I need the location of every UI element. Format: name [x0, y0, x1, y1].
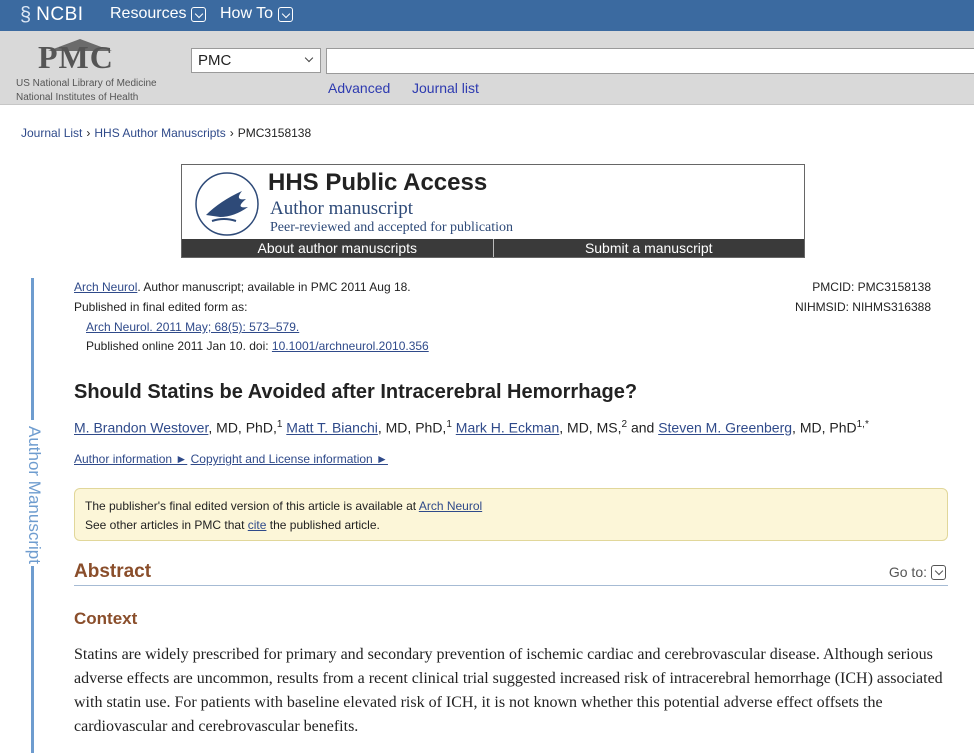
author-affiliation-sup: 1 — [446, 419, 452, 430]
nlm-label: US National Library of Medicine — [16, 78, 157, 89]
chevron-down-icon — [191, 7, 206, 22]
rail-line-bottom — [31, 566, 34, 753]
author-degree: , MD, MS, — [559, 419, 622, 436]
context-paragraph: Statins are widely prescribed for primary and secondary prevention of ischemic cardiac and cerebrovascular disease. Although serious adverse effects are uncommon, results from a recent clinical trial suggested increased risk of intracerebral hemorrhage (ICH) associated with statin use. For patients with baseline elevated risk of ICH, it is not known whether this potential adverse effect offsets the cardiovascular and cerebrovascular benefits. — [74, 646, 943, 735]
banner-link-bar — [182, 239, 804, 257]
journal-list-link[interactable]: Journal list — [412, 80, 479, 96]
author-affiliation-sup: 1 — [276, 419, 283, 430]
database-select-value: PMC — [198, 52, 232, 69]
author-affiliation-sup: 2 — [621, 419, 628, 430]
pmc-logo-word: PMC — [38, 39, 114, 75]
author-affiliation-sup: 1,* — [856, 419, 869, 430]
nih-label: National Institutes of Health — [16, 92, 139, 103]
citation-availability: . Author manuscript; available in PMC 2011 Aug 18. — [137, 280, 411, 294]
author-degree: , MD, PhD, — [377, 419, 447, 436]
author-link[interactable]: Mark H. Eckman — [455, 419, 560, 436]
online-publication — [86, 339, 429, 353]
final-form-label: Published in final edited form as: — [74, 300, 248, 314]
breadcrumb-separator: › — [86, 126, 91, 140]
howto-menu[interactable] — [220, 5, 293, 23]
online-publication-text: Published online 2011 Jan 10. doi: — [86, 339, 272, 353]
advanced-search-link[interactable]: Advanced — [328, 80, 391, 96]
copyright-license-toggle[interactable]: Copyright and License information ► — [190, 452, 388, 466]
dna-helix-icon: § — [20, 4, 32, 26]
goto-label: Go to: — [888, 564, 927, 580]
hhs-public-access-banner — [181, 164, 805, 258]
article-title: Should Statins be Avoided after Intracerebral Hemorrhage? — [74, 381, 638, 403]
and-word: and — [630, 419, 655, 436]
search-input[interactable] — [326, 48, 974, 74]
resources-label: Resources — [110, 5, 187, 22]
howto-label: How To — [220, 5, 274, 22]
ncbi-topbar — [0, 0, 974, 31]
journal-link[interactable]: Arch Neurol — [74, 280, 138, 294]
info-links — [74, 452, 388, 466]
abstract-heading: Abstract — [74, 561, 152, 582]
hhs-eagle-seal-icon — [190, 171, 264, 237]
banner-subtitle: Author manuscript — [270, 198, 414, 219]
goto-menu[interactable] — [889, 564, 946, 580]
pmc-logo[interactable] — [16, 37, 176, 105]
notice-text: See other articles in PMC that — [85, 518, 248, 532]
notice-line-1 — [85, 497, 937, 516]
ncbi-logo[interactable] — [20, 3, 84, 27]
chevron-down-icon — [931, 565, 946, 580]
cite-link[interactable]: cite — [247, 518, 267, 532]
final-reference-link[interactable]: Arch Neurol. 2011 May; 68(5): 573–579. — [86, 320, 300, 334]
final-reference — [86, 320, 299, 334]
abstract-header — [74, 561, 948, 586]
banner-tagline: Peer-reviewed and accepted for publication — [270, 220, 514, 235]
pmc-search-band — [0, 31, 974, 105]
resources-menu[interactable] — [110, 5, 206, 23]
notice-text: the published article. — [266, 518, 380, 532]
publisher-journal-link[interactable]: Arch Neurol — [418, 499, 483, 513]
context-heading: Context — [74, 609, 138, 628]
banner-title: HHS Public Access — [268, 169, 488, 196]
breadcrumb-hhs-manuscripts[interactable]: HHS Author Manuscripts — [94, 126, 226, 140]
ncbi-logo-text: NCBI — [36, 4, 84, 25]
nihmsid: NIHMSID: NIHMS316388 — [794, 300, 931, 314]
author-link[interactable]: M. Brandon Westover — [74, 419, 209, 436]
publisher-notice — [74, 488, 948, 541]
breadcrumb-separator: › — [229, 126, 234, 140]
about-author-manuscripts-link[interactable]: About author manuscripts — [182, 239, 494, 257]
author-link[interactable]: Matt T. Bianchi — [286, 419, 378, 436]
citation-line — [74, 280, 411, 294]
author-degree: , MD, PhD, — [208, 419, 277, 436]
breadcrumb-journal-list[interactable]: Journal List — [21, 126, 83, 140]
author-degree: , MD, PhD — [792, 419, 857, 436]
chevron-down-icon — [305, 54, 313, 62]
author-information-toggle[interactable]: Author information ► — [74, 452, 188, 466]
breadcrumb-current: PMC3158138 — [237, 126, 312, 140]
pmcid: PMCID: PMC3158138 — [812, 280, 931, 294]
submit-manuscript-link[interactable]: Submit a manuscript — [584, 240, 713, 256]
author-link[interactable]: Steven M. Greenberg — [658, 419, 793, 436]
doi-link[interactable]: 10.1001/archneurol.2010.356 — [271, 339, 429, 353]
breadcrumb — [21, 126, 311, 140]
notice-text: The publisher's final edited version of this article is available at — [85, 499, 419, 513]
database-select[interactable] — [191, 48, 321, 73]
notice-line-2 — [85, 516, 937, 535]
rail-line-top — [31, 278, 34, 420]
chevron-down-icon — [278, 7, 293, 22]
author-manuscript-rail-label: Author Manuscript — [25, 426, 44, 564]
author-list — [74, 419, 869, 436]
